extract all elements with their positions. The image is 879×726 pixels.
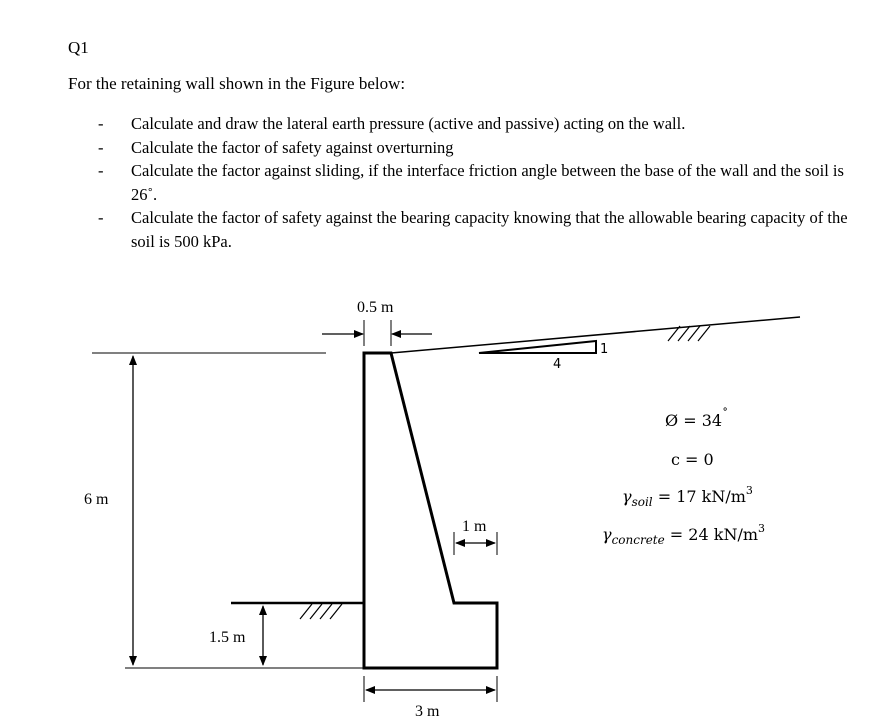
bullet-dash: -: [98, 114, 104, 133]
dim-passive-depth-label: 1.5 m: [209, 629, 246, 646]
task-text: Calculate the factor against sliding, if the interface friction angle between the base of the wall and the soil is 26˚.: [131, 161, 844, 204]
task-text: Calculate the factor of safety against the bearing capacity knowing that the allowable bearing capacity of the soil is 500 kPa.: [131, 208, 848, 251]
dim-base-label: 3 m: [415, 703, 440, 720]
question-intro: For the retaining wall shown in the Figure below:: [68, 74, 406, 93]
friction-angle: Ø = 34˚: [665, 407, 729, 430]
question-number: Q1: [68, 38, 89, 57]
unit-weight-soil: $\gamma_{soil} = 17$ $kN/m^3$: [622, 484, 753, 509]
dim-height-label: 6 m: [84, 491, 109, 508]
dim-top-width-label: 0.5 m: [357, 299, 394, 316]
retaining-wall-outline: [364, 353, 497, 668]
slope-run-label: 4: [553, 357, 562, 372]
slope-rise-label: 1: [600, 342, 609, 357]
cohesion: c = 0: [671, 450, 714, 469]
bullet-dash: -: [98, 208, 104, 227]
task-text: Calculate and draw the lateral earth pressure (active and passive) acting on the wall.: [131, 114, 686, 133]
slope-ratio-triangle: [479, 341, 596, 353]
ground-hatch-lower: [300, 604, 342, 619]
dim-heel-label: 1 m: [462, 518, 487, 535]
bullet-dash: -: [98, 161, 104, 180]
unit-weight-concrete: $\gamma_{concrete} = 24$ $kN/m^3$: [602, 522, 765, 547]
bullet-dash: -: [98, 137, 104, 157]
task-text: Calculate the factor of safety against overturning: [131, 137, 454, 157]
